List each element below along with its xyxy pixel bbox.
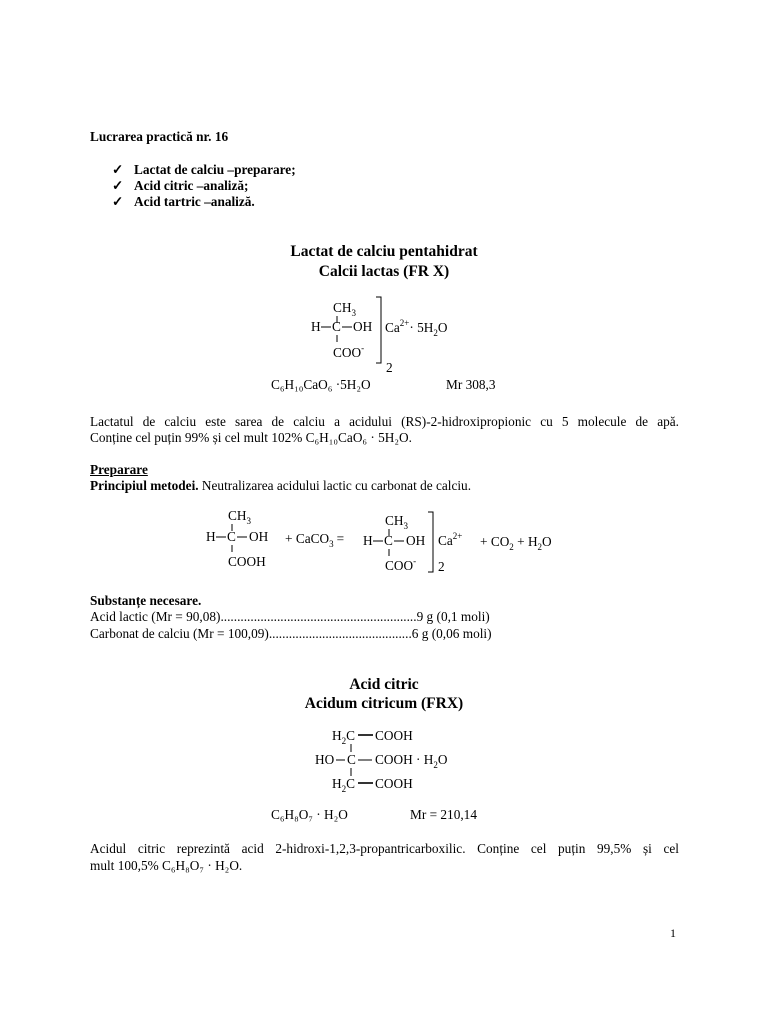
section-subheading-lactat: Calcii lactas (FR X): [318, 263, 450, 280]
lactat-description-line1: Lactatul de calciu este sarea de calciu a acidului (RS)-2-hidroxipropionic cu 5 molecule de apă.: [90, 414, 679, 429]
svg-text:C: C: [332, 319, 341, 334]
lactat-mr: Mr 308,3: [446, 377, 496, 392]
svg-text:2: 2: [386, 360, 393, 375]
svg-text:H: H: [206, 529, 216, 544]
svg-text:COO-: COO-: [385, 556, 417, 573]
citric-mr: Mr = 210,14: [410, 807, 477, 822]
svg-text:Ca2+· 5H2O: $Ca^{2+}\cdot 5H_2O$: [385, 318, 448, 338]
citric-description-line1: Acidul citric reprezintă acid 2-hidroxi-1,2,3-propantricarboxilic. Conține cel puțin 99,5% și cel: [90, 841, 679, 856]
svg-text:+ CaCO3=: + CaCO$_3$ =: [285, 531, 345, 549]
svg-text:CH3: $CH_3$: [228, 508, 251, 526]
checklist-item-label: Acid tartric –analiză.: [134, 194, 255, 209]
checklist-item-label: Lactat de calciu –preparare;: [134, 162, 296, 177]
svg-text:H2C: $H_2C$: [332, 728, 355, 746]
svg-text:H: H: [311, 319, 321, 334]
citric-acid-structure: [315, 728, 448, 794]
principle-label: Principiul metodei.: [90, 478, 199, 493]
section-heading-citric: Acid citric: [349, 676, 419, 693]
principle-line: [90, 479, 471, 492]
svg-text:H: H: [363, 533, 373, 548]
svg-text:COOH: COOH: [375, 728, 413, 743]
substante-heading: Substanțe necesare.: [90, 593, 202, 608]
substante-line: Acid lactic (Mr = 90,08)...........................................................9 g (0,1 moli): [90, 609, 490, 624]
svg-text:CH3: $CH_3$: [333, 300, 356, 318]
svg-text:COOH · H2O: COOH · $H_2O$: [375, 752, 448, 770]
citric-description-line2: mult 100,5% C₆H₈O₇ · H₂O.: [90, 858, 243, 873]
svg-text:C: C: [227, 529, 236, 544]
svg-text:HO: HO: [315, 752, 335, 767]
svg-text:C: C: [347, 752, 356, 767]
substante-line: Carbonat de calciu (Mr = 100,09)...........................................6 g (0,06 moli): [90, 626, 492, 641]
svg-text:Ca2+: $Ca^{2+}$: [438, 531, 463, 548]
principle-text: Neutralizarea acidului lactic cu carbonat de calciu.: [198, 478, 472, 493]
svg-text:OH: OH: [249, 529, 269, 544]
svg-text:+ CO2 + H2O: + $CO_2 + H_2O$: [480, 534, 552, 552]
page-title: Lucrarea practică nr. 16: [90, 129, 229, 144]
svg-text:H2C: $H_2C$: [332, 776, 355, 794]
lactat-formula: C₆H₁₀CaO₆ ·5H₂O: [271, 377, 371, 392]
page-number: 1: [670, 926, 676, 940]
preparare-heading: Preparare: [90, 462, 148, 477]
check-icon: ✓: [112, 194, 124, 209]
check-icon: ✓: [112, 162, 124, 177]
lactat-description-line2: Conține cel puțin 99% și cel mult 102% C₆H₁₀CaO₆ · 5H₂O.: [90, 430, 412, 445]
calcium-lactate-structure: [311, 297, 448, 375]
checklist-item-label: Acid citric –analiză;: [134, 178, 249, 193]
svg-text:COOH: COOH: [228, 554, 266, 569]
svg-text:OH: OH: [353, 319, 373, 334]
citric-formula: C₆H₈O₇ · H₂O: [271, 807, 348, 822]
svg-text:OH: OH: [406, 533, 426, 548]
section-heading-lactat: Lactat de calciu pentahidrat: [290, 243, 478, 260]
svg-text:COO-: COO-: [333, 343, 365, 360]
svg-text:COOH: COOH: [375, 776, 413, 791]
svg-text:2: 2: [438, 559, 445, 574]
svg-text:C: C: [384, 533, 393, 548]
svg-text:CH3: $CH_3$: [385, 513, 408, 531]
reaction-equation: [206, 508, 552, 574]
check-icon: ✓: [112, 178, 124, 193]
section-subheading-citric: Acidum citricum (FRX): [304, 695, 464, 712]
